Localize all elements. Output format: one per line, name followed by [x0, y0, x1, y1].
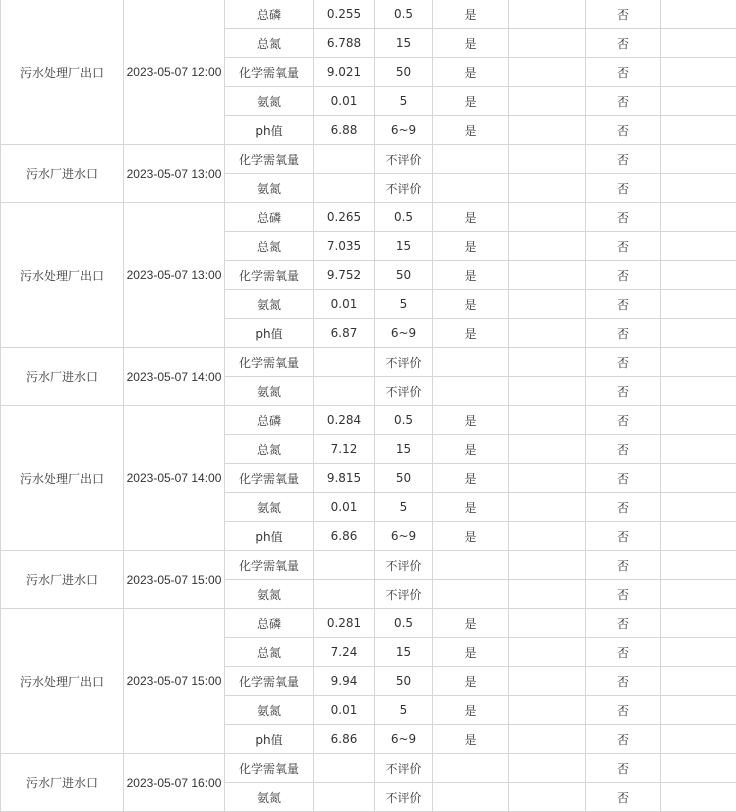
value-cell: 6.788 [314, 29, 375, 58]
parameter-cell: 氨氮 [225, 174, 314, 203]
time-cell: 2023-05-07 14:00 [124, 348, 225, 406]
compliant-cell: 是 [433, 696, 509, 725]
blank-cell [509, 406, 586, 435]
parameter-cell: 氨氮 [225, 580, 314, 609]
blank-cell [509, 522, 586, 551]
site-cell: 污水处理厂出口 [1, 0, 124, 145]
value-cell: 9.021 [314, 58, 375, 87]
value-cell [314, 174, 375, 203]
blank-cell [509, 348, 586, 377]
exceeded-cell: 否 [586, 174, 661, 203]
value-cell: 9.752 [314, 261, 375, 290]
compliant-cell: 是 [433, 406, 509, 435]
table-row [1, 609, 736, 638]
standard-cell: 50 [375, 464, 433, 493]
standard-cell: 不评价 [375, 580, 433, 609]
exceeded-cell: 否 [586, 522, 661, 551]
blank-cell [509, 783, 586, 812]
compliant-cell: 是 [433, 261, 509, 290]
parameter-cell: 化学需氧量 [225, 58, 314, 87]
compliant-cell [433, 754, 509, 783]
parameter-cell: 氨氮 [225, 377, 314, 406]
note-cell [661, 667, 736, 696]
exceeded-cell: 否 [586, 29, 661, 58]
standard-cell: 不评价 [375, 377, 433, 406]
compliant-cell: 是 [433, 0, 509, 29]
compliant-cell: 是 [433, 493, 509, 522]
site-cell: 污水处理厂出口 [1, 609, 124, 754]
exceeded-cell: 否 [586, 609, 661, 638]
compliant-cell: 是 [433, 522, 509, 551]
standard-cell: 50 [375, 58, 433, 87]
table-row [1, 406, 736, 435]
parameter-cell: 总磷 [225, 0, 314, 29]
compliant-cell: 是 [433, 725, 509, 754]
value-cell: 9.94 [314, 667, 375, 696]
site-cell: 污水厂进水口 [1, 145, 124, 203]
exceeded-cell: 否 [586, 638, 661, 667]
compliant-cell: 是 [433, 667, 509, 696]
parameter-cell: ph值 [225, 522, 314, 551]
note-cell [661, 29, 736, 58]
blank-cell [509, 29, 586, 58]
note-cell [661, 464, 736, 493]
site-cell: 污水厂进水口 [1, 754, 124, 812]
exceeded-cell: 否 [586, 493, 661, 522]
note-cell [661, 290, 736, 319]
note-cell [661, 580, 736, 609]
time-cell: 2023-05-07 14:00 [124, 406, 225, 551]
note-cell [661, 406, 736, 435]
note-cell [661, 319, 736, 348]
value-cell: 9.815 [314, 464, 375, 493]
value-cell: 7.24 [314, 638, 375, 667]
note-cell [661, 609, 736, 638]
blank-cell [509, 232, 586, 261]
standard-cell: 5 [375, 87, 433, 116]
exceeded-cell: 否 [586, 145, 661, 174]
standard-cell: 0.5 [375, 0, 433, 29]
exceeded-cell: 否 [586, 725, 661, 754]
note-cell [661, 725, 736, 754]
value-cell [314, 754, 375, 783]
standard-cell: 5 [375, 493, 433, 522]
note-cell [661, 435, 736, 464]
note-cell [661, 58, 736, 87]
note-cell [661, 493, 736, 522]
standard-cell: 5 [375, 696, 433, 725]
compliant-cell: 是 [433, 87, 509, 116]
value-cell: 0.01 [314, 696, 375, 725]
note-cell [661, 638, 736, 667]
blank-cell [509, 435, 586, 464]
compliant-cell: 是 [433, 116, 509, 145]
site-cell: 污水处理厂出口 [1, 203, 124, 348]
note-cell [661, 116, 736, 145]
value-cell: 0.284 [314, 406, 375, 435]
exceeded-cell: 否 [586, 261, 661, 290]
table-row [1, 348, 736, 377]
parameter-cell: 氨氮 [225, 696, 314, 725]
blank-cell [509, 0, 586, 29]
parameter-cell: 总氮 [225, 29, 314, 58]
parameter-cell: ph值 [225, 319, 314, 348]
blank-cell [509, 725, 586, 754]
compliant-cell [433, 783, 509, 812]
standard-cell: 不评价 [375, 783, 433, 812]
table-row [1, 203, 736, 232]
parameter-cell: 化学需氧量 [225, 261, 314, 290]
parameter-cell: 氨氮 [225, 783, 314, 812]
exceeded-cell: 否 [586, 435, 661, 464]
parameter-cell: 总磷 [225, 203, 314, 232]
value-cell: 7.035 [314, 232, 375, 261]
value-cell [314, 377, 375, 406]
parameter-cell: 总氮 [225, 435, 314, 464]
exceeded-cell: 否 [586, 406, 661, 435]
blank-cell [509, 116, 586, 145]
standard-cell: 15 [375, 29, 433, 58]
time-cell: 2023-05-07 15:00 [124, 551, 225, 609]
value-cell [314, 783, 375, 812]
compliant-cell: 是 [433, 319, 509, 348]
value-cell: 6.87 [314, 319, 375, 348]
note-cell [661, 551, 736, 580]
blank-cell [509, 377, 586, 406]
blank-cell [509, 87, 586, 116]
standard-cell: 0.5 [375, 609, 433, 638]
standard-cell: 6~9 [375, 522, 433, 551]
blank-cell [509, 696, 586, 725]
blank-cell [509, 551, 586, 580]
compliant-cell: 是 [433, 58, 509, 87]
exceeded-cell: 否 [586, 696, 661, 725]
value-cell: 0.01 [314, 290, 375, 319]
value-cell: 6.88 [314, 116, 375, 145]
table-row [1, 0, 736, 29]
blank-cell [509, 493, 586, 522]
note-cell [661, 377, 736, 406]
standard-cell: 5 [375, 290, 433, 319]
note-cell [661, 232, 736, 261]
note-cell [661, 87, 736, 116]
time-cell: 2023-05-07 16:00 [124, 754, 225, 812]
compliant-cell: 是 [433, 435, 509, 464]
note-cell [661, 0, 736, 29]
note-cell [661, 145, 736, 174]
standard-cell: 不评价 [375, 145, 433, 174]
compliant-cell [433, 145, 509, 174]
parameter-cell: 总氮 [225, 638, 314, 667]
standard-cell: 6~9 [375, 116, 433, 145]
value-cell: 7.12 [314, 435, 375, 464]
note-cell [661, 348, 736, 377]
standard-cell: 不评价 [375, 174, 433, 203]
parameter-cell: 化学需氧量 [225, 754, 314, 783]
compliant-cell: 是 [433, 638, 509, 667]
table-row [1, 754, 736, 783]
standard-cell: 6~9 [375, 725, 433, 754]
blank-cell [509, 638, 586, 667]
parameter-cell: 化学需氧量 [225, 551, 314, 580]
parameter-cell: 化学需氧量 [225, 667, 314, 696]
parameter-cell: 化学需氧量 [225, 464, 314, 493]
table-body [1, 0, 736, 812]
exceeded-cell: 否 [586, 290, 661, 319]
value-cell: 0.255 [314, 0, 375, 29]
site-cell: 污水厂进水口 [1, 348, 124, 406]
site-cell: 污水处理厂出口 [1, 406, 124, 551]
blank-cell [509, 58, 586, 87]
blank-cell [509, 580, 586, 609]
blank-cell [509, 609, 586, 638]
compliant-cell: 是 [433, 290, 509, 319]
blank-cell [509, 464, 586, 493]
parameter-cell: 化学需氧量 [225, 348, 314, 377]
parameter-cell: 化学需氧量 [225, 145, 314, 174]
blank-cell [509, 754, 586, 783]
value-cell [314, 145, 375, 174]
blank-cell [509, 261, 586, 290]
compliant-cell: 是 [433, 232, 509, 261]
standard-cell: 0.5 [375, 406, 433, 435]
value-cell: 0.01 [314, 87, 375, 116]
value-cell [314, 551, 375, 580]
standard-cell: 0.5 [375, 203, 433, 232]
exceeded-cell: 否 [586, 377, 661, 406]
standard-cell: 50 [375, 261, 433, 290]
exceeded-cell: 否 [586, 348, 661, 377]
time-cell: 2023-05-07 15:00 [124, 609, 225, 754]
exceeded-cell: 否 [586, 580, 661, 609]
compliant-cell [433, 551, 509, 580]
exceeded-cell: 否 [586, 754, 661, 783]
value-cell: 0.01 [314, 493, 375, 522]
value-cell: 6.86 [314, 725, 375, 754]
standard-cell: 6~9 [375, 319, 433, 348]
parameter-cell: 氨氮 [225, 493, 314, 522]
standard-cell: 15 [375, 232, 433, 261]
standard-cell: 15 [375, 435, 433, 464]
parameter-cell: 氨氮 [225, 290, 314, 319]
parameter-cell: 总磷 [225, 609, 314, 638]
parameter-cell: 氨氮 [225, 87, 314, 116]
exceeded-cell: 否 [586, 0, 661, 29]
value-cell: 6.86 [314, 522, 375, 551]
parameter-cell: 总磷 [225, 406, 314, 435]
standard-cell: 不评价 [375, 754, 433, 783]
table-row [1, 551, 736, 580]
exceeded-cell: 否 [586, 319, 661, 348]
value-cell [314, 580, 375, 609]
exceeded-cell: 否 [586, 58, 661, 87]
exceeded-cell: 否 [586, 551, 661, 580]
compliant-cell [433, 580, 509, 609]
time-cell: 2023-05-07 12:00 [124, 0, 225, 145]
time-cell: 2023-05-07 13:00 [124, 203, 225, 348]
note-cell [661, 754, 736, 783]
compliant-cell [433, 377, 509, 406]
standard-cell: 15 [375, 638, 433, 667]
value-cell: 0.265 [314, 203, 375, 232]
parameter-cell: 总氮 [225, 232, 314, 261]
standard-cell: 不评价 [375, 551, 433, 580]
parameter-cell: ph值 [225, 725, 314, 754]
blank-cell [509, 203, 586, 232]
compliant-cell [433, 348, 509, 377]
parameter-cell: ph值 [225, 116, 314, 145]
blank-cell [509, 667, 586, 696]
exceeded-cell: 否 [586, 783, 661, 812]
note-cell [661, 203, 736, 232]
compliant-cell [433, 174, 509, 203]
blank-cell [509, 290, 586, 319]
exceeded-cell: 否 [586, 87, 661, 116]
table-row [1, 145, 736, 174]
blank-cell [509, 319, 586, 348]
standard-cell: 不评价 [375, 348, 433, 377]
exceeded-cell: 否 [586, 116, 661, 145]
note-cell [661, 783, 736, 812]
time-cell: 2023-05-07 13:00 [124, 145, 225, 203]
value-cell: 0.281 [314, 609, 375, 638]
note-cell [661, 696, 736, 725]
note-cell [661, 261, 736, 290]
blank-cell [509, 145, 586, 174]
note-cell [661, 174, 736, 203]
value-cell [314, 348, 375, 377]
compliant-cell: 是 [433, 464, 509, 493]
standard-cell: 50 [375, 667, 433, 696]
site-cell: 污水厂进水口 [1, 551, 124, 609]
exceeded-cell: 否 [586, 667, 661, 696]
note-cell [661, 522, 736, 551]
blank-cell [509, 174, 586, 203]
exceeded-cell: 否 [586, 232, 661, 261]
exceeded-cell: 否 [586, 203, 661, 232]
exceeded-cell: 否 [586, 464, 661, 493]
compliant-cell: 是 [433, 609, 509, 638]
compliant-cell: 是 [433, 29, 509, 58]
compliant-cell: 是 [433, 203, 509, 232]
